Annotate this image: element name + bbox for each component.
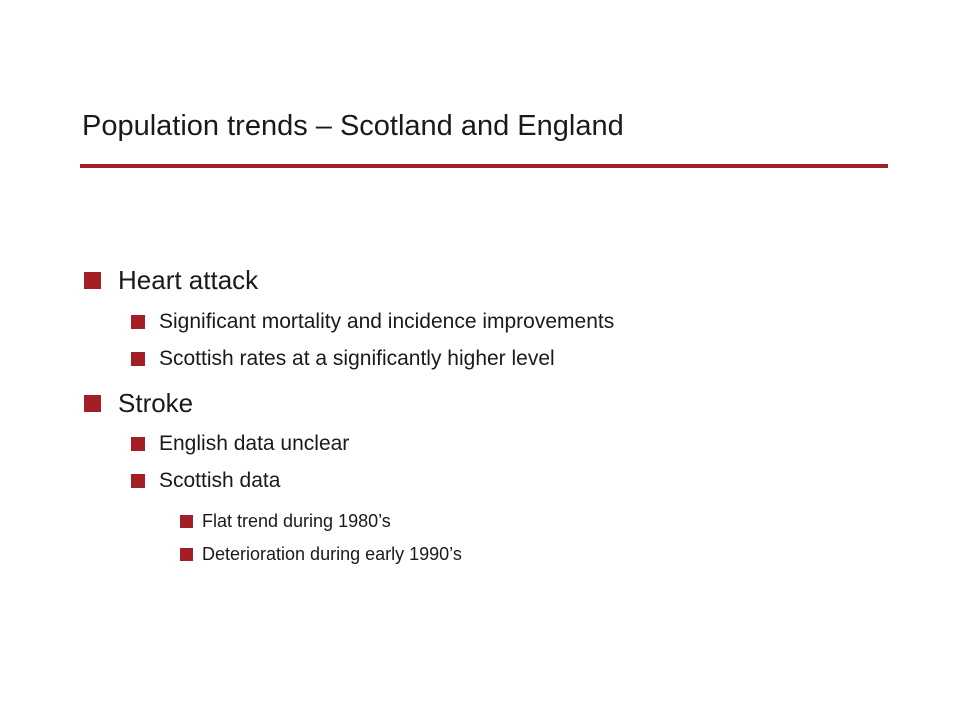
bullet-square-icon <box>131 352 145 366</box>
bullet-text: Deterioration during early 1990’s <box>202 543 462 564</box>
bullet-square-icon <box>131 474 145 488</box>
sub-bullet-english-data <box>131 429 349 459</box>
bullet-square-icon <box>180 515 193 528</box>
bullet-text: Heart attack <box>118 264 259 295</box>
sub-bullet-mortality <box>131 307 614 337</box>
bullet-square-icon <box>131 315 145 329</box>
bullet-heart-attack <box>84 262 258 298</box>
bullet-text: Stroke <box>118 387 194 418</box>
bullet-square-icon <box>180 548 193 561</box>
bullet-text: Flat trend during 1980’s <box>202 510 391 531</box>
bullet-text: English data unclear <box>159 432 350 455</box>
bullet-text: Scottish data <box>159 469 281 492</box>
slide-title: Population trends – Scotland and England <box>82 110 624 142</box>
sub-bullet-scottish-data <box>131 466 280 496</box>
bullet-square-icon <box>131 437 145 451</box>
bullet-square-icon <box>84 272 101 289</box>
bullet-text: Significant mortality and incidence improvements <box>159 310 615 333</box>
bullet-square-icon <box>84 395 101 412</box>
title-underline <box>80 164 888 168</box>
bullet-text: Scottish rates at a significantly higher level <box>159 347 555 370</box>
sub-bullet-scottish-rates <box>131 344 555 374</box>
sub-sub-bullet-deterioration <box>180 541 462 567</box>
sub-sub-bullet-flat-trend <box>180 508 391 534</box>
bullet-stroke <box>84 385 193 421</box>
